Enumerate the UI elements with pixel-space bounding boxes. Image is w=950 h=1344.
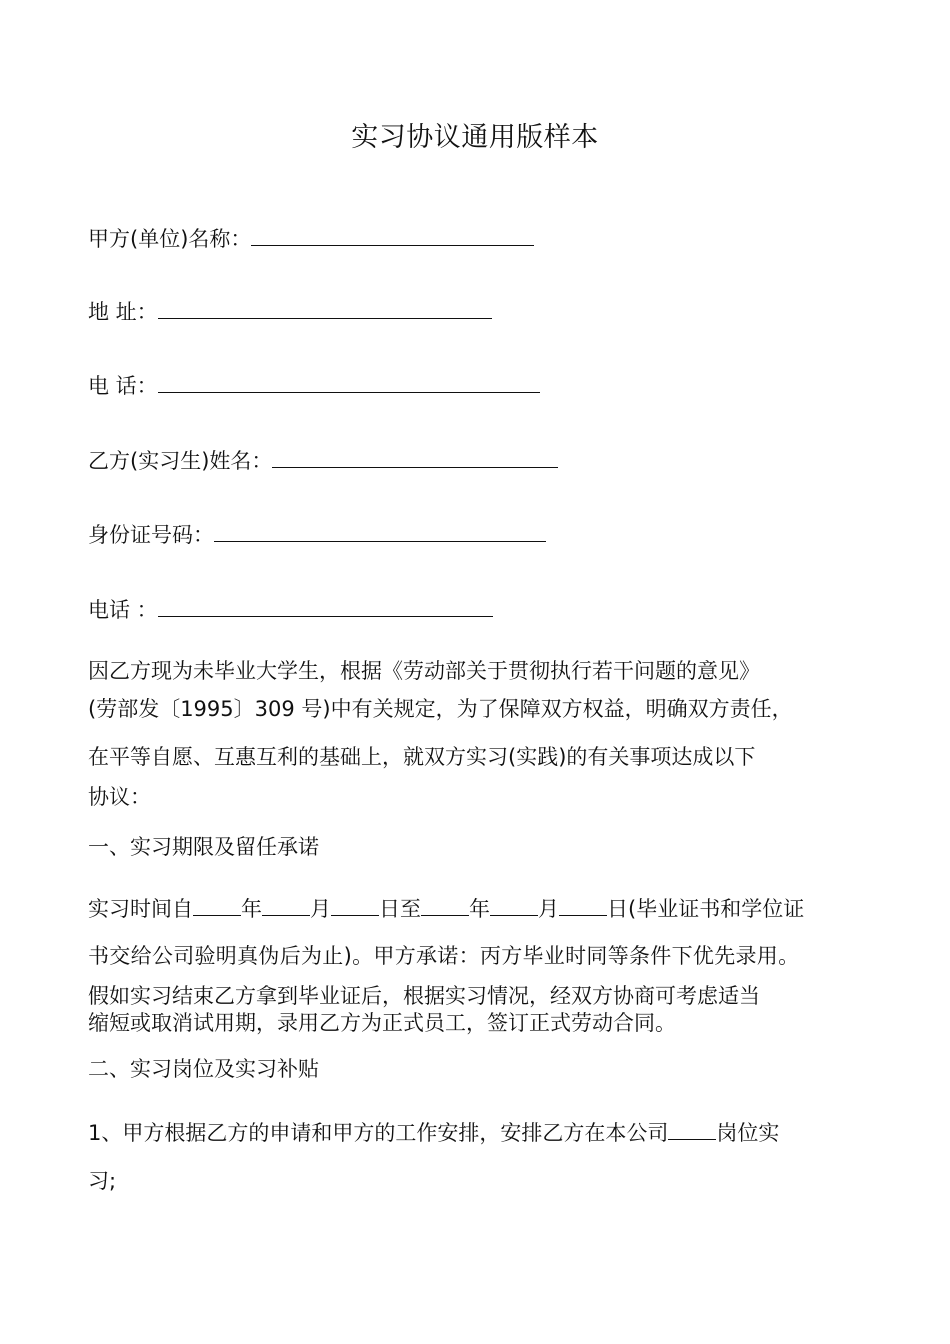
phone-b-blank[interactable]	[158, 594, 493, 617]
item-1-text: 1、甲方根据乙方的申请和甲方的工作安排，安排乙方在本公司	[88, 1121, 669, 1145]
phone-a-label: 电 话：	[88, 374, 158, 398]
id-number-blank[interactable]	[214, 519, 546, 542]
section-2-heading: 二、实习岗位及实习补贴	[88, 1057, 319, 1081]
section-1-line-4: 缩短或取消试用期，录用乙方为正式员工，签订正式劳动合同。	[88, 1011, 676, 1035]
start-month-blank[interactable]	[262, 893, 310, 916]
year-text: 年	[469, 897, 490, 921]
section-2-item-1-line-2: 习;	[88, 1169, 117, 1193]
section-1-line-2: 书交给公司验明真伪后为止)。甲方承诺：丙方毕业时同等条件下优先录用。	[88, 944, 800, 968]
document-title: 实习协议通用版样本	[351, 122, 599, 153]
month-text: 月	[310, 897, 331, 921]
phone-a-field	[88, 370, 540, 401]
start-year-blank[interactable]	[193, 893, 241, 916]
intro-line-2: (劳部发〔1995〕309 号)中有关规定，为了保障双方权益，明确双方责任，	[88, 697, 793, 721]
address-field	[88, 296, 492, 327]
section-1-line-3: 假如实习结束乙方拿到毕业证后，根据实习情况，经双方协商可考虑适当	[88, 984, 760, 1008]
start-day-blank[interactable]	[331, 893, 379, 916]
intro-line-1: 因乙方现为未毕业大学生，根据《劳动部关于贯彻执行若干问题的意见》	[88, 659, 760, 683]
party-a-name-field	[88, 223, 534, 254]
id-number-label: 身份证号码：	[88, 523, 214, 547]
party-b-name-field	[88, 445, 558, 476]
period-start-text: 实习时间自	[88, 897, 193, 921]
intro-line-4: 协议：	[88, 785, 151, 809]
section-1-heading: 一、实习期限及留任承诺	[88, 835, 319, 859]
item-1-tail-text: 岗位实	[716, 1121, 780, 1145]
phone-b-label: 电话 ：	[88, 598, 158, 622]
party-a-name-label: 甲方(单位)名称：	[88, 227, 252, 251]
day-tail-text: 日(毕业证书和学位证	[607, 897, 805, 921]
id-number-field	[88, 519, 546, 550]
end-day-blank[interactable]	[559, 893, 607, 916]
party-b-name-blank[interactable]	[272, 445, 558, 468]
party-a-name-blank[interactable]	[251, 223, 534, 246]
party-b-name-label: 乙方(实习生)姓名：	[88, 449, 273, 473]
phone-b-field	[88, 594, 493, 625]
day-to-text: 日至	[379, 897, 421, 921]
address-label: 地 址：	[88, 300, 158, 324]
end-month-blank[interactable]	[490, 893, 538, 916]
address-blank[interactable]	[158, 296, 492, 319]
year-text: 年	[241, 897, 262, 921]
section-2-item-1	[88, 1117, 878, 1148]
internship-period-line	[88, 893, 878, 924]
position-blank[interactable]	[668, 1117, 716, 1140]
end-year-blank[interactable]	[421, 893, 469, 916]
phone-a-blank[interactable]	[158, 370, 540, 393]
intro-line-3: 在平等自愿、互惠互利的基础上，就双方实习(实践)的有关事项达成以下	[88, 745, 756, 769]
month-text: 月	[538, 897, 559, 921]
